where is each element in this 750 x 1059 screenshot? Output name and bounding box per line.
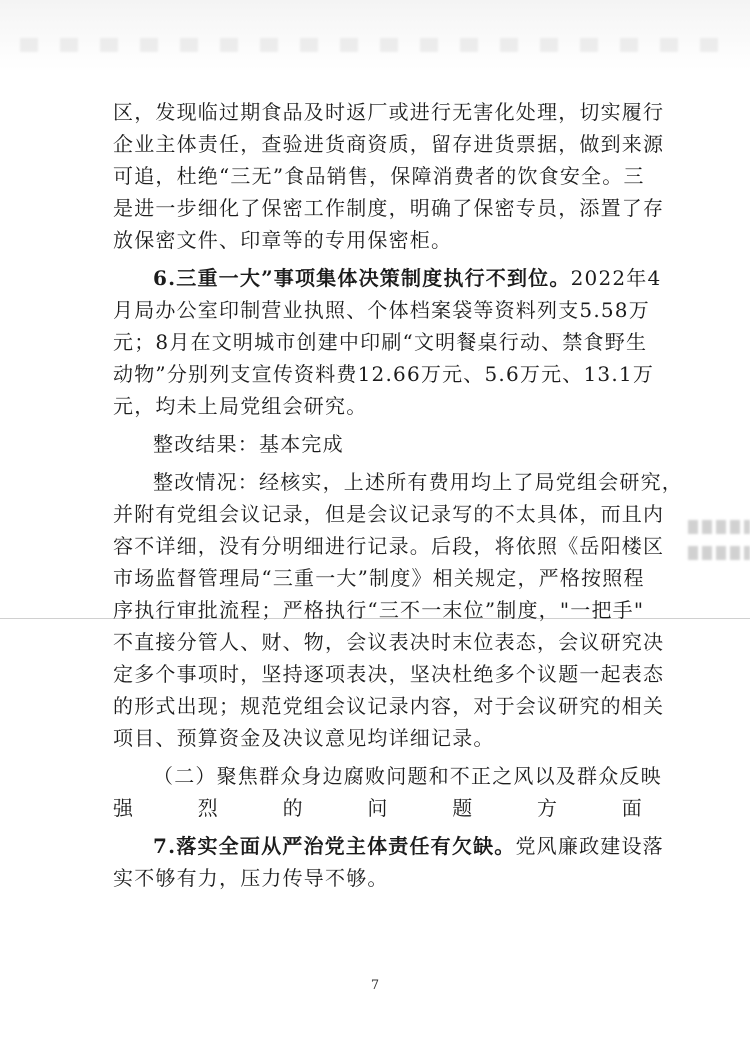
scan-artifact [20, 38, 720, 52]
document-body [113, 96, 683, 894]
bleed-through-artifact [688, 520, 750, 534]
item-7-text: 党风廉政建设落 [515, 834, 664, 858]
text-line: 区，发现临过期食品及时返厂或进行无害化处理，切实履行 [113, 100, 665, 124]
text-line: 的形式出现；规范党组会议记录内容，对于会议研究的相关 [113, 694, 665, 718]
text-line: 不直接分管人、财、物，会议表决时末位表态，会议研究决 [113, 630, 665, 654]
text-line: 整改情况：经核实，上述所有费用均上了局党组会研究， [153, 470, 683, 494]
page-number: 7 [370, 978, 380, 993]
rectification-result: 整改结果：基本完成 [153, 432, 344, 456]
item-7 [113, 830, 664, 894]
text-line: 市场监督管理局“三重一大”制度》相关规定，严格按照程 [113, 566, 645, 590]
item-6-heading: 6.三重一大”事项集体决策制度执行不到位。 [153, 266, 571, 290]
text-line: 元，均未上局党组会研究。 [113, 394, 368, 418]
text-line: 强烈的问题方面 [113, 796, 643, 820]
text-line: 项目、预算资金及决议意见均详细记录。 [113, 726, 495, 750]
item-7-first-line [113, 830, 664, 862]
text-line: 定多个事项时，坚持逐项表决，坚决杜绝多个议题一起表态 [113, 662, 665, 686]
paragraph-continuation [113, 96, 665, 256]
bleed-through-artifact [688, 546, 750, 560]
text-line: 企业主体责任，查验进货商资质，留存进货票据，做到来源 [113, 132, 665, 156]
text-line: 月局办公室印制营业执照、个体档案袋等资料列支5.58万 [113, 298, 650, 322]
item-6-first-line [113, 262, 662, 294]
item-6-text: 2022年4 [570, 266, 662, 290]
text-line: 实不够有力，压力传导不够。 [113, 866, 389, 890]
text-line: 是进一步细化了保密工作制度，明确了保密专员，添置了存 [113, 196, 665, 220]
scan-artifact [0, 0, 750, 70]
text-line: 元；8月在文明城市创建中印刷“文明餐桌行动、禁食野生 [113, 330, 648, 354]
text-line: 容不详细，没有分明细进行记录。后段，将依照《岳阳楼区 [113, 534, 665, 558]
item-7-heading: 7.落实全面从严治党主体责任有欠缺。 [153, 834, 516, 858]
text-line: 序执行审批流程；严格执行“三不一末位”制度，"一把手" [113, 598, 645, 622]
text-line: 动物”分别列支宣传资料费12.66万元、5.6万元、13.1万 [113, 362, 655, 386]
text-line: 放保密文件、印章等的专用保密柜。 [113, 228, 453, 252]
item-6 [113, 262, 683, 754]
text-line: （二）聚焦群众身边腐败问题和不正之风以及群众反映 [153, 764, 662, 788]
section-heading [113, 760, 662, 824]
text-line: 可追，杜绝“三无”食品销售，保障消费者的饮食安全。三 [113, 164, 645, 188]
text-line: 并附有党组会议记录，但是会议记录写的不太具体，而且内 [113, 502, 665, 526]
